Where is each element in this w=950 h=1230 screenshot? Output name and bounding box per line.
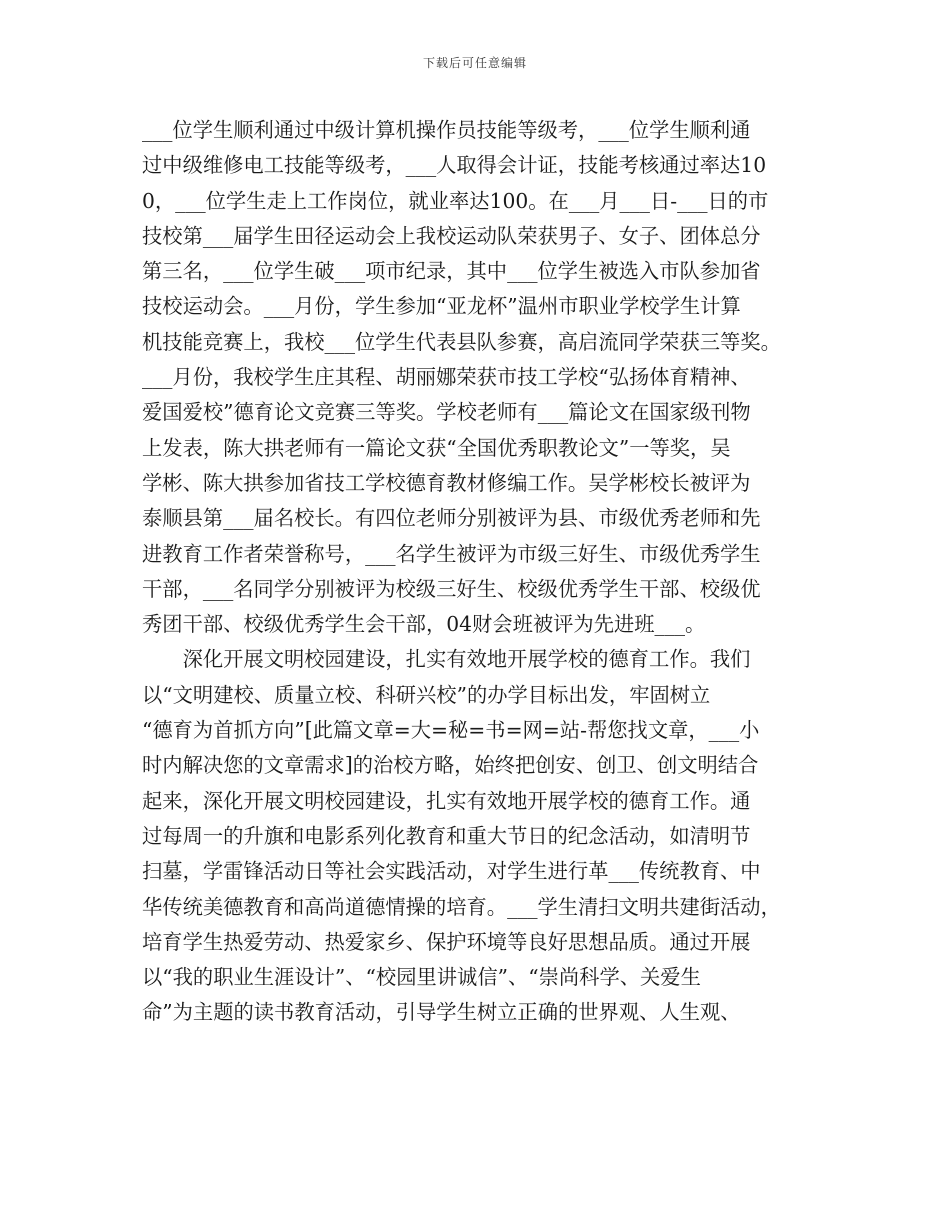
text-line: 上发表，陈大拱老师有一篇论文获“全国优秀职教论文”一等奖，吴	[142, 435, 731, 460]
text-line: 进教育工作者荣誉称号，___名学生被评为市级三好生、市级优秀学生	[142, 541, 761, 566]
document-body	[142, 113, 814, 1031]
text-line: ___位学生顺利通过中级计算机操作员技能等级考，___位学生顺利通	[142, 118, 751, 142]
text-line: 过每周一的升旗和电影系列化教育和重大节日的纪念活动，如清明节	[142, 823, 751, 848]
text-line: 第三名，___位学生破___项市纪录，其中___位学生被选入市队参加省	[142, 259, 761, 284]
text-line: 爱国爱校”德育论文竞赛三等奖。学校老师有___篇论文在国家级刊物	[142, 400, 751, 425]
paragraph-moral-education	[142, 642, 814, 1030]
text-line: 干部，___名同学分别被评为校级三好生、校级优秀学生干部、校级优	[142, 576, 761, 601]
paragraph-achievements	[142, 113, 814, 642]
text-line: 0，___位学生走上工作岗位，就业率达100。在___月___日-___日的市	[142, 188, 769, 213]
text-line: 学彬、陈大拱参加省技工学校德育教材修编工作。吴学彬校长被评为	[142, 470, 751, 495]
text-line: 机技能竞赛上，我校___位学生代表县队参赛，高启流同学荣获三等奖。	[142, 329, 781, 354]
text-line: ___月份，我校学生庄其程、胡丽娜荣获市技工学校“弘扬体育精神、	[142, 365, 751, 390]
text-line: 培育学生热爱劳动、热爱家乡、保护环境等良好思想品质。通过开展	[142, 929, 751, 954]
text-line: “德育为首抓方向”[此篇文章=大=秘=书=网=站-帮您找文章，___小	[142, 718, 760, 743]
text-line: 技校第___届学生田径运动会上我校运动队荣获男子、女子、团体总分	[142, 223, 761, 248]
page-header: 下载后可任意编辑	[422, 56, 527, 70]
text-line: 秀团干部、校级优秀学生会干部，04财会班被评为先进班___。	[142, 612, 706, 637]
text-line: 技校运动会。___月份，学生参加“亚龙杯”温州市职业学校学生计算	[142, 294, 741, 319]
text-line: 过中级维修电工技能等级考，___人取得会计证，技能考核通过率达10	[142, 153, 767, 178]
text-line: 以“我的职业生涯设计”、“校园里讲诚信”、“崇尚科学、关爱生	[142, 965, 701, 990]
text-line: 扫墓，学雷锋活动日等社会实践活动，对学生进行革___传统教育、中	[142, 859, 761, 884]
text-line: 起来，深化开展文明校园建设，扎实有效地开展学校的德育工作。通	[142, 788, 751, 813]
text-line: 命”为主题的读书教育活动，引导学生树立正确的世界观、人生观、	[142, 1000, 741, 1025]
text-line: 泰顺县第___届名校长。有四位老师分别被评为县、市级优秀老师和先	[142, 506, 761, 531]
text-line: 时内解决您的文章需求]的治校方略，始终把创安、创卫、创文明结合	[142, 753, 759, 778]
text-line: 深化开展文明校园建设，扎实有效地开展学校的德育工作。我们	[142, 647, 751, 672]
text-line: 以“文明建校、质量立校、科研兴校”的办学目标出发，牢固树立	[142, 682, 711, 707]
text-line: 华传统美德教育和高尚道德情操的培育。___学生清扫文明共建街活动，	[142, 894, 781, 919]
